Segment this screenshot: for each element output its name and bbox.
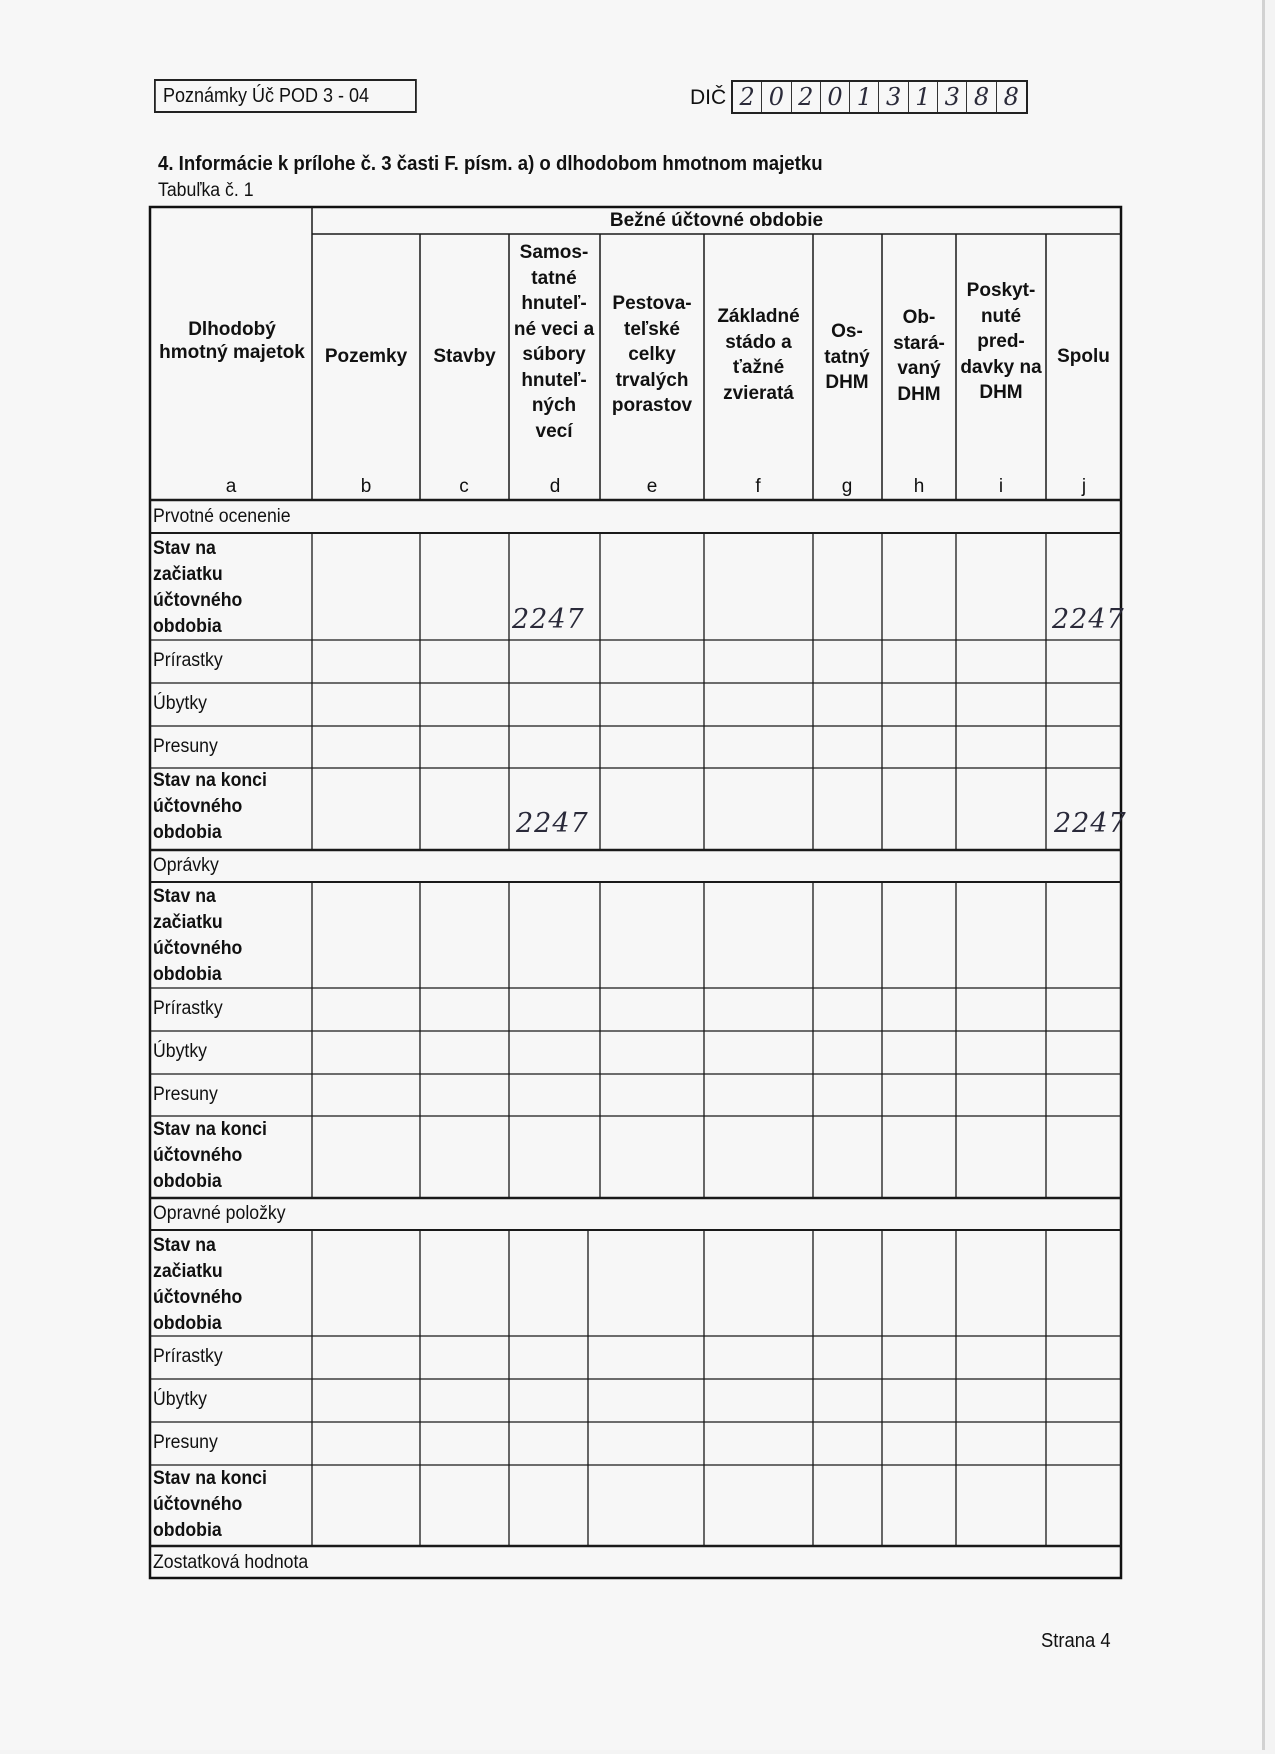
col-letter-b: b bbox=[360, 476, 372, 497]
row-label-transfers: Presuny bbox=[153, 736, 218, 757]
dic-digit: 8 bbox=[1003, 83, 1019, 111]
col-header-a: Dlhodobý hmotný majetok bbox=[159, 319, 305, 363]
dic-digit: 2 bbox=[792, 82, 821, 112]
col-letter-a: a bbox=[225, 476, 237, 497]
row-label-additions: Prírastky bbox=[153, 1346, 223, 1367]
row-label-disposals: Úbytky bbox=[153, 693, 208, 714]
dic-digit: 3 bbox=[879, 82, 908, 112]
row-label-end: Stav na konci účtovného obdobia bbox=[153, 1119, 267, 1192]
col-letter-h: h bbox=[913, 476, 925, 497]
row-label-disposals: Úbytky bbox=[153, 1389, 208, 1410]
cell-initial-end-d[interactable]: 2247 bbox=[516, 808, 589, 839]
section-title-residual-value: Zostatková hodnota bbox=[153, 1552, 309, 1573]
page-number: Strana 4 bbox=[1041, 1630, 1111, 1652]
row-label-disposals: Úbytky bbox=[153, 1041, 208, 1062]
row-label-start: Stav na začiatku účtovného obdobia bbox=[153, 886, 243, 985]
col-letter-d: d bbox=[549, 476, 561, 497]
section-title: 4. Informácie k prílohe č. 3 časti F. písm. a) o dlhodobom hmotnom majetku bbox=[158, 153, 823, 175]
col-header-f: Základné stádo a ťažné zvieratá bbox=[717, 306, 800, 404]
dic-digit: 0 bbox=[762, 82, 791, 112]
row-label-end: Stav na konci účtovného obdobia bbox=[153, 1468, 267, 1541]
col-letter-g: g bbox=[841, 476, 853, 497]
row-label-end: Stav na konci účtovného obdobia bbox=[153, 770, 267, 843]
col-letter-i: i bbox=[998, 476, 1004, 497]
dic-digit: 1 bbox=[909, 82, 938, 112]
col-header-b: Pozemky bbox=[324, 346, 408, 367]
col-header-j: Spolu bbox=[1057, 346, 1110, 367]
row-label-transfers: Presuny bbox=[153, 1084, 218, 1105]
dic-digit: 8 bbox=[967, 82, 996, 112]
cell-initial-start-total[interactable]: 2247 bbox=[1052, 604, 1125, 635]
col-letter-c: c bbox=[459, 476, 469, 497]
row-label-transfers: Presuny bbox=[153, 1432, 218, 1453]
dic-digit: 2 bbox=[733, 82, 762, 112]
col-letter-j: j bbox=[1081, 476, 1087, 497]
col-letter-f: f bbox=[755, 476, 761, 497]
group-header-current-period: Bežné účtovné obdobie bbox=[609, 210, 824, 231]
col-header-g: Os- tatný DHM bbox=[824, 321, 870, 393]
cell-initial-end-total[interactable]: 2247 bbox=[1054, 808, 1127, 839]
dic-digit: 3 bbox=[938, 82, 967, 112]
row-label-additions: Prírastky bbox=[153, 650, 223, 671]
section-title-impairment: Opravné položky bbox=[153, 1203, 286, 1224]
col-header-i: Poskyt- nuté pred- davky na DHM bbox=[960, 280, 1042, 403]
table-caption: Tabuľka č. 1 bbox=[158, 180, 254, 201]
dic-digit: 0 bbox=[821, 82, 850, 112]
dic-digit: 1 bbox=[850, 82, 879, 112]
section-title-depreciation: Oprávky bbox=[153, 855, 219, 876]
dic-label: DIČ bbox=[690, 86, 727, 109]
col-header-e: Pestova- teľské celky trvalých porastov bbox=[611, 293, 693, 416]
row-label-start: Stav na začiatku účtovného obdobia bbox=[153, 1235, 243, 1334]
row-label-additions: Prírastky bbox=[153, 998, 223, 1019]
row-label-start: Stav na začiatku účtovného obdobia bbox=[153, 538, 243, 637]
section-title-initial-valuation: Prvotné ocenenie bbox=[153, 506, 291, 527]
col-header-c: Stavby bbox=[433, 346, 496, 367]
form-code-label: Poznámky Úč POD 3 - 04 bbox=[154, 79, 417, 113]
col-letter-e: e bbox=[646, 476, 658, 497]
col-header-h: Ob- stará- vaný DHM bbox=[893, 307, 945, 405]
col-header-d: Samos- tatné hnuteľ- né veci a súbory hnuteľ- ných vecí bbox=[513, 242, 595, 442]
cell-initial-start-d[interactable]: 2247 bbox=[512, 604, 585, 635]
